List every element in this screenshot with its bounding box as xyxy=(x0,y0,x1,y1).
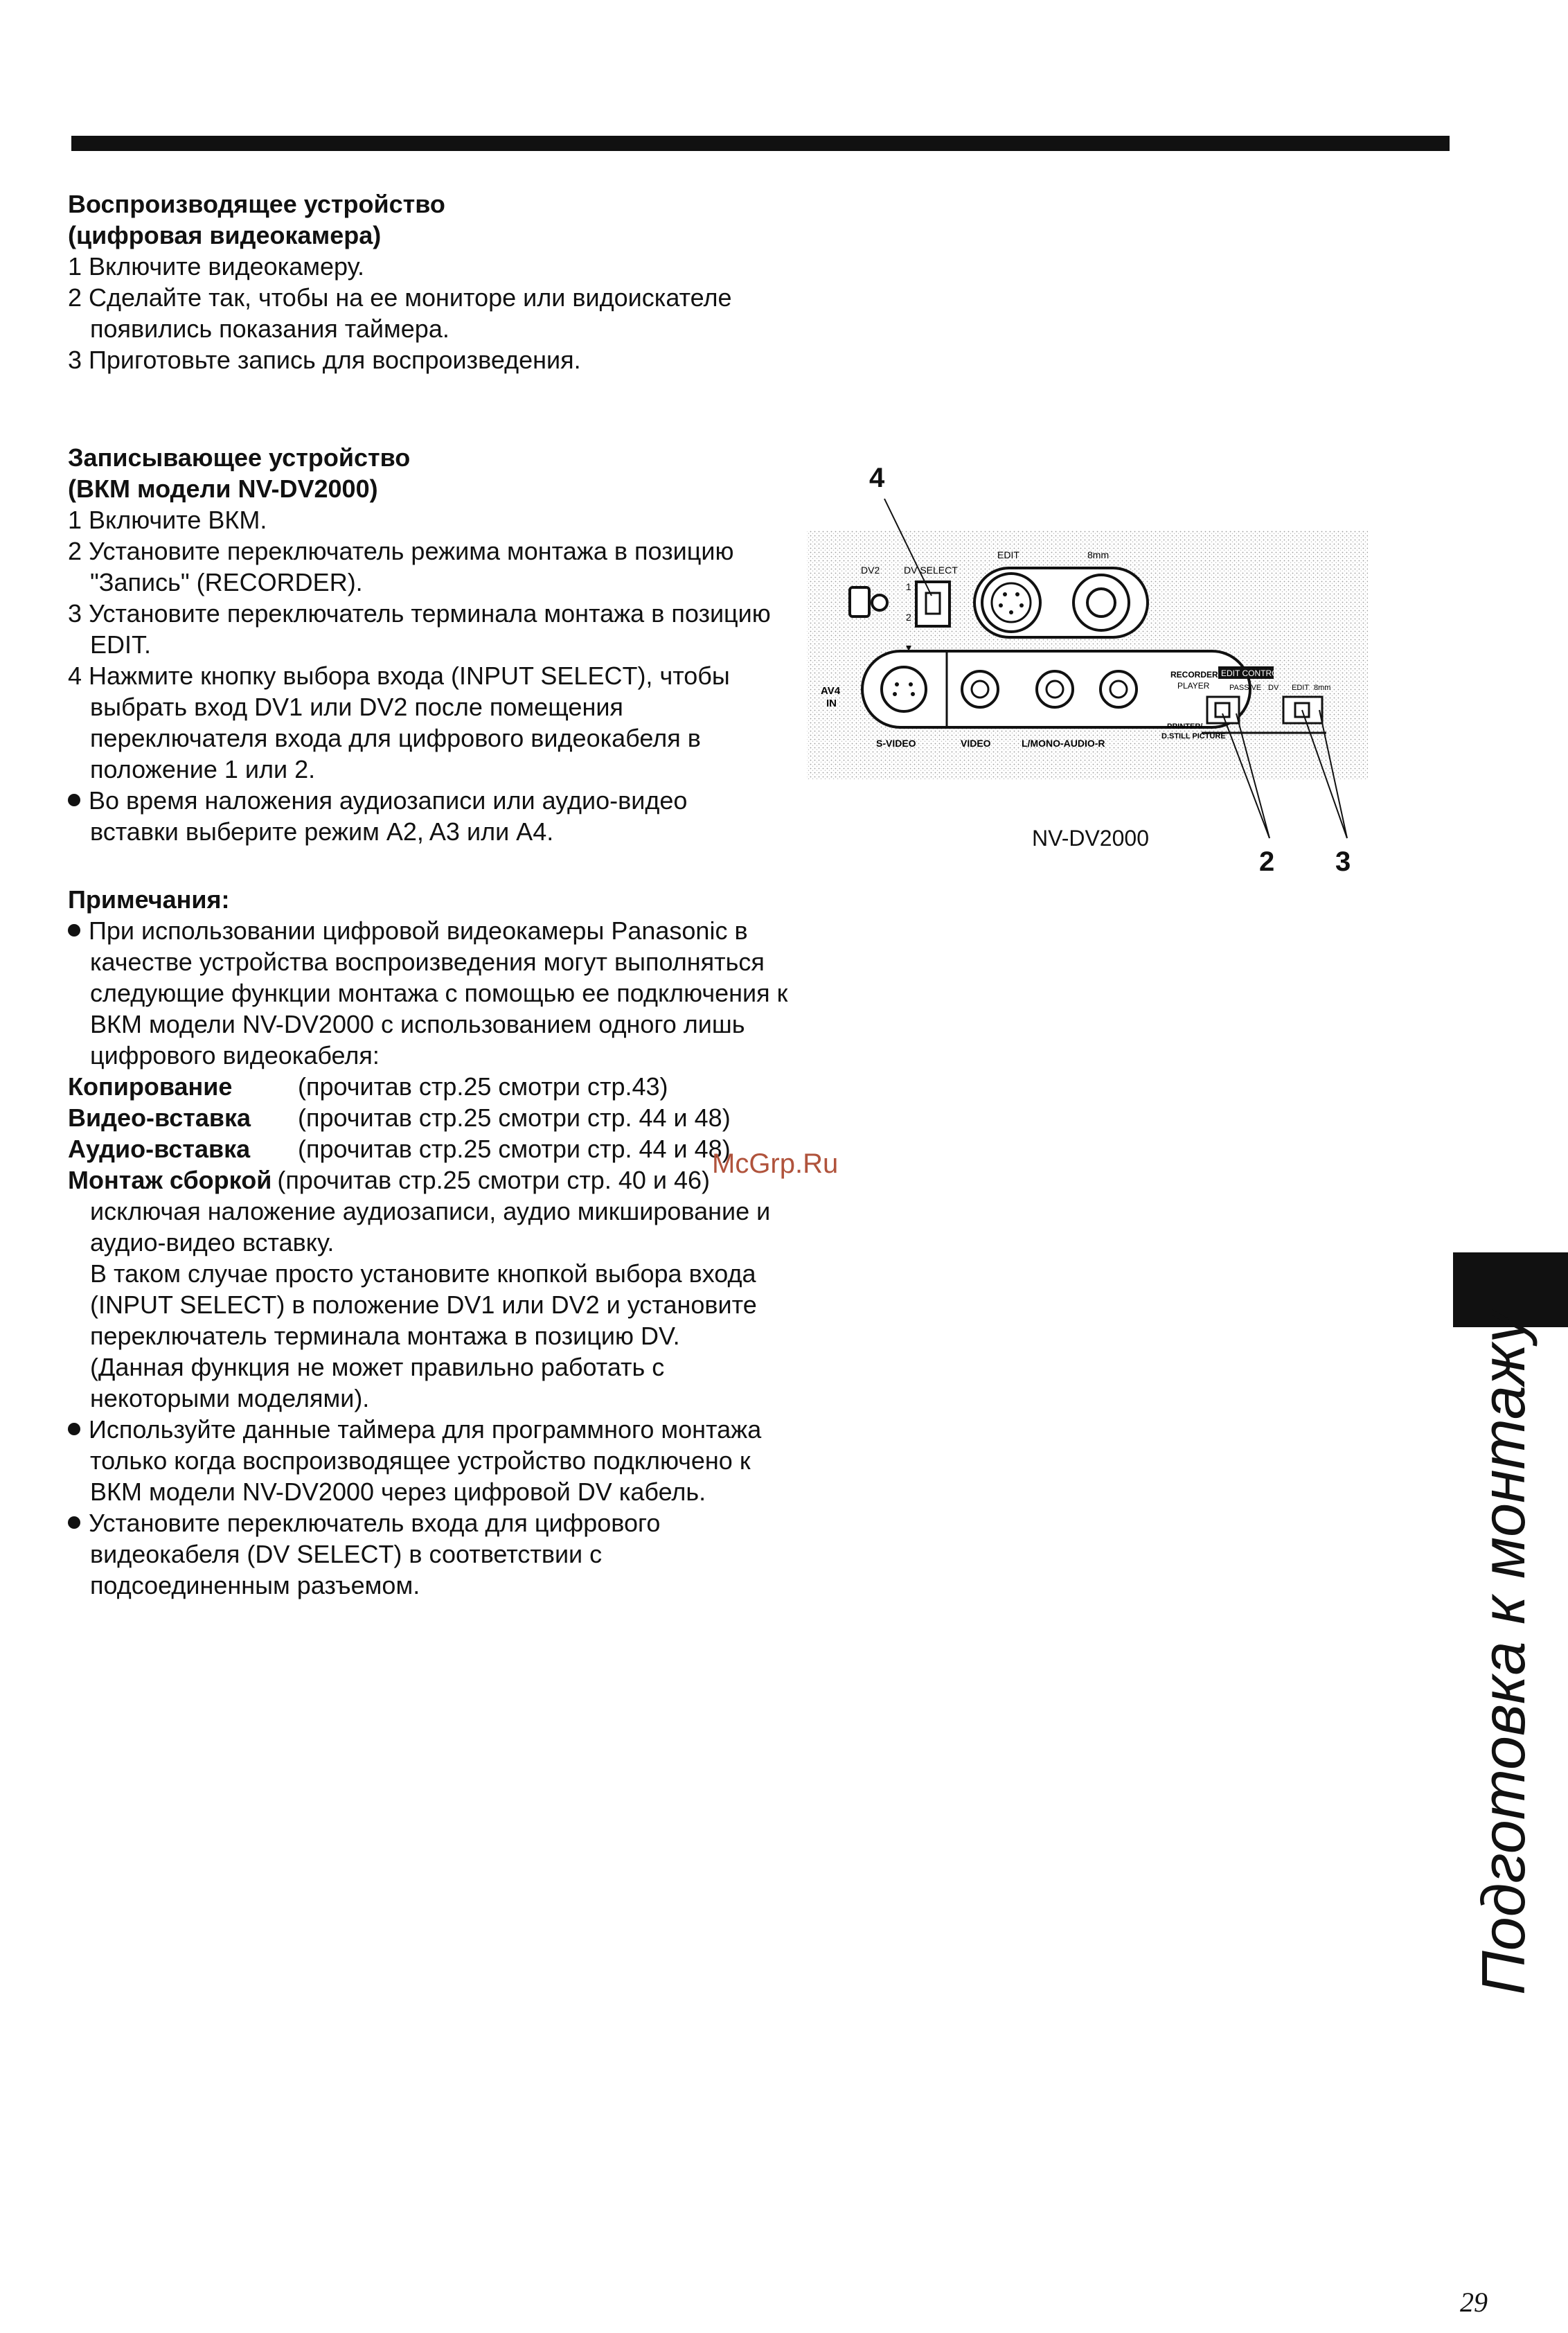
feature-ref: (прочитав стр.25 смотри стр.43) xyxy=(298,1072,668,1101)
label-passive: PASSIVE xyxy=(1229,684,1262,692)
notes-bullet-3-text: Установите переключатель входа для цифрового видеокабеля (DV SELECT) в соответствии с подсоединенным разъемом. xyxy=(89,1509,661,1599)
recorder-step-1: 1 Включите ВКМ. xyxy=(68,506,267,534)
side-section-title: Подготовка к монтажу xyxy=(1469,1312,1538,1995)
label-recorder: RECORDER xyxy=(1170,670,1218,680)
bullet-dot xyxy=(68,1423,80,1435)
feature-name: Аудио-вставка xyxy=(68,1135,251,1163)
page-number: 29 xyxy=(1460,2287,1488,2318)
recorder-title-2: (ВКМ модели NV-DV2000) xyxy=(68,474,378,503)
watermark: McGrp.Ru xyxy=(712,1148,839,1179)
recorder-step-4: 4 Нажмите кнопку выбора входа (INPUT SELECT), чтобы выбрать вход DV1 или DV2 после помещения переключателя входа для цифрового видеокабеля в положение 1 или 2. xyxy=(68,662,730,783)
model-label: NV-DV2000 xyxy=(1032,826,1149,851)
feature-assembly xyxy=(68,1164,788,1196)
s-video-pin-icon xyxy=(911,692,915,696)
top-rule xyxy=(71,136,1450,151)
video-port-inner xyxy=(972,681,988,698)
recorder-step-2: 2 Установите переключатель режима монтажа в позицию "Запись" (RECORDER). xyxy=(68,537,734,596)
feature-ref: (прочитав стр.25 смотри стр. 40 и 46) xyxy=(277,1166,711,1194)
label-8mm-2: 8mm xyxy=(1314,684,1331,692)
recorder-step-3: 3 Установите переключатель терминала монтажа в позицию EDIT. xyxy=(68,599,771,659)
label-edit: EDIT xyxy=(997,549,1019,560)
label-dv2: DV2 xyxy=(861,565,880,576)
feature-video-insert xyxy=(68,1102,788,1133)
label-audio: L/MONO-AUDIO-R xyxy=(1022,738,1105,749)
notes-title: Примечания: xyxy=(68,885,230,914)
player-title-1: Воспроизводящее устройство xyxy=(68,190,445,218)
label-in: IN xyxy=(826,698,837,709)
label-edit-control: EDIT CONTROL xyxy=(1221,668,1283,678)
s-video-pin-icon xyxy=(895,682,899,686)
s-video-pin-icon xyxy=(893,692,897,696)
player-step-2: 2 Сделайте так, чтобы на ее мониторе или видоискателе появились показания таймера. xyxy=(68,283,732,343)
recorder-bullet-text: Во время наложения аудиозаписи или аудио-видео вставки выберите режим A2, A3 или A4. xyxy=(89,786,688,846)
feature-name: Видео-вставка xyxy=(68,1103,251,1132)
edit-port-inner xyxy=(992,583,1031,622)
bullet-dot xyxy=(68,1516,80,1529)
notes-bullet-3 xyxy=(68,1507,788,1601)
s-video-pin-icon xyxy=(909,682,913,686)
dv-port xyxy=(850,587,869,616)
callout-3: 3 xyxy=(1335,846,1351,877)
label-dv: DV xyxy=(1268,684,1279,692)
feature-name: Монтаж сборкой xyxy=(68,1166,272,1194)
edit-pin-icon xyxy=(1009,610,1013,614)
dv-port-screw-icon xyxy=(872,595,887,610)
label-pos-1: 1 xyxy=(906,581,911,592)
8mm-port-inner xyxy=(1087,589,1115,616)
callout-4: 4 xyxy=(869,463,885,493)
feature-name: Копирование xyxy=(68,1072,233,1101)
label-s-video: S-VIDEO xyxy=(876,738,916,749)
label-pos-2: 2 xyxy=(906,612,911,623)
audio-l-port-inner xyxy=(1046,681,1063,698)
label-8mm: 8mm xyxy=(1087,549,1110,560)
label-dv-select: DV SELECT xyxy=(904,565,958,576)
label-player: PLAYER xyxy=(1177,681,1210,691)
feature-ref: (прочитав стр.25 смотри стр. 44 и 48) xyxy=(298,1103,731,1132)
notes-bullet-1-text: При использовании цифровой видеокамеры Panasonic в качестве устройства воспроизведения могут выполняться следующие функции монтажа с помощью ее подключения к ВКМ модели NV-DV2000 с использованием одного лишь цифрового видеокабеля: xyxy=(89,916,788,1070)
edit-pin-icon xyxy=(1003,592,1007,596)
edit-pin-icon xyxy=(999,603,1003,607)
edit-pin-icon xyxy=(1019,603,1024,607)
label-printer: PRINTER/ xyxy=(1167,722,1203,731)
player-step-1: 1 Включите видеокамеру. xyxy=(68,252,365,281)
edit-pin-icon xyxy=(1015,592,1019,596)
label-edit-2: EDIT xyxy=(1292,684,1310,692)
label-av4: AV4 xyxy=(821,685,841,697)
feature-copy xyxy=(68,1071,788,1102)
label-video: VIDEO xyxy=(961,738,991,749)
section-notes xyxy=(68,884,788,1601)
feature-audio-insert xyxy=(68,1133,788,1164)
assembly-text-2: В таком случае просто установите кнопкой выбора входа (INPUT SELECT) в положение DV1 или DV2 и установите переключатель терминала монтажа в позицию DV. xyxy=(90,1259,757,1350)
section-player xyxy=(68,188,788,375)
notes-bullet-2-text: Используйте данные таймера для программного монтажа только когда воспроизводящее устройство подключено к ВКМ модели NV-DV2000 через цифровой DV кабель. xyxy=(89,1415,762,1506)
label-dstill: D.STILL PICTURE xyxy=(1161,732,1226,740)
audio-r-port-inner xyxy=(1110,681,1127,698)
s-video-port xyxy=(882,667,926,711)
feature-ref: (прочитав стр.25 смотри стр. 44 и 48) xyxy=(298,1135,731,1163)
assembly-text: исключая наложение аудиозаписи, аудио микширование и аудио-видео вставку. xyxy=(90,1197,771,1257)
notes-bullet-1 xyxy=(68,915,788,1071)
notes-bullet-2 xyxy=(68,1414,788,1507)
player-step-3: 3 Приготовьте запись для воспроизведения. xyxy=(68,346,581,374)
player-title-2: (цифровая видеокамера) xyxy=(68,221,382,249)
bullet-dot xyxy=(68,924,80,937)
bullet-dot xyxy=(68,794,80,806)
recorder-title-1: Записывающее устройство xyxy=(68,443,411,472)
section-recorder xyxy=(68,442,781,847)
dv-select-knob xyxy=(926,593,940,614)
assembly-text-3: (Данная функция не может правильно работать с некоторыми моделями). xyxy=(90,1353,665,1412)
recorder-bullet xyxy=(68,785,781,847)
callout-2: 2 xyxy=(1259,846,1275,877)
